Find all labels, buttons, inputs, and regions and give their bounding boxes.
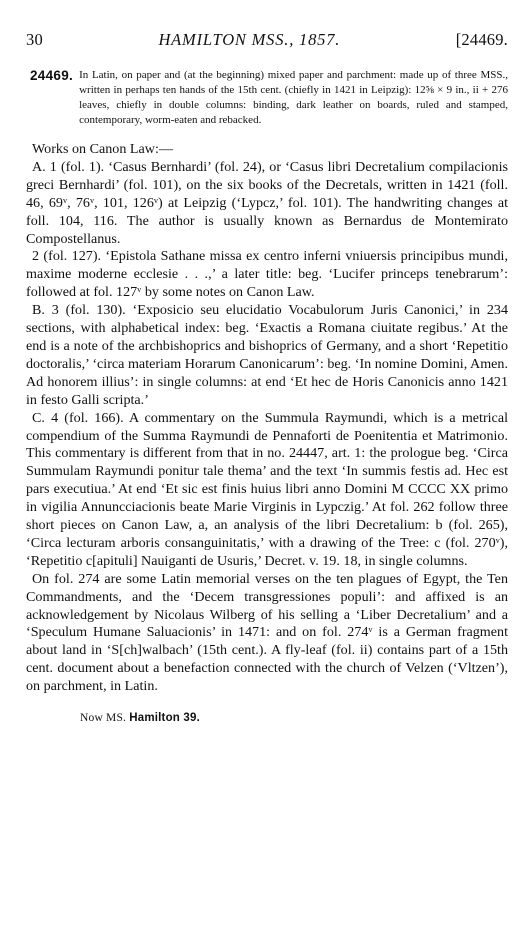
entry-description: In Latin, on paper and (at the beginning) mixed paper and parchment: made up of three MSS., written in perhaps ten hands of the 15th cent. (chiefly in 1421 in Leipzig): 12⅝ × 9 in., ii + 276 leaves, chiefly in double columns: binding, dark leather on boards, ruled and stamped, contemporary, worm-eaten and rebacked. (79, 69, 508, 126)
works-heading: Works on Canon Law:— (32, 141, 173, 157)
running-title: HAMILTON MSS., 1857. (158, 30, 341, 49)
paragraph-b: B. 3 (fol. 130). ‘Exposicio seu elucidatio Vocabulorum Juris Canonici,’ in 234 sections, with alphabetical index: beg. ‘Exactis a Romana ciuitate regibus.’ At the end is a note of the archbishoprics and bishoprics of Germany, and a short ‘Repetitio doctoralis,’ ‘circa materiam Horarum Canonicarum’: beg. ‘In nomine Domini, Amen. Ad honorem illius’: in single columns: at end ‘Et hec de Horis Canonicis anno 1421 in festo Galli scripta.’ (26, 302, 508, 408)
paragraph-2: 2 (fol. 127). ‘Epistola Sathane missa ex centro inferni vniuersis principibus mundi, maxime moderne ecclesie . . .,’ a later title: beg. ‘Lucifer princeps tenebrarum’: followed at fol. 127ᵛ by some notes on Canon Law. (26, 248, 508, 301)
bracket-reference: [24469. (455, 30, 508, 49)
page-number: 30 (26, 30, 43, 49)
entry-number: 24469. (30, 68, 74, 83)
catalogue-entry-heading (30, 68, 508, 128)
entry-body (26, 141, 508, 696)
running-header (26, 30, 508, 50)
paragraph-c: C. 4 (fol. 166). A commentary on the Summula Raymundi, which is a metrical compendium of the Summa Raymundi de Pennaforti de Poenitentia et Matrimonio. This commentary is different from that in no. 24447, art. 1: the prologue beg. ‘Circa Summulam Raymundi ponitur tale thema’ and the text ‘In summis festis ad. Hec est pars executiua.’ At end ‘Et sic est finis huius libri anno Domini M CCCC XX primo in vigilia Annuncciacionis beate Marie Virginis in Lypczig.’ At fol. 262 follow three short pieces on Canon Law, a, an analysis of the libri Decretalium: b (fol. 265), ‘Circa lecturam arboris consanguinitatis,’ with a drawing of the Tree: c (fol. 270ᵛ), ‘Repetitio c[apituli] Nauiganti de Usuris,’ Decret. v. 19. 18, in single columns. (26, 409, 508, 569)
page (26, 30, 508, 724)
shelfmark-name: Hamilton 39. (129, 712, 200, 725)
paragraph-fol-274: On fol. 274 are some Latin memorial verses on the ten plagues of Egypt, the Ten Commandments, and the ‘Decem transgressiones populi’: and affixed is an acknowledgement by Nicolaus Wilberg of his selling a ‘Liber Decretalium’ and a ‘Speculum Humane Saluacionis’ in 1471: and on fol. 274ᵛ is a German fragment about land in ‘S[ch]walbach’ (15th cent.). A fly-leaf (fol. ii) contains part of a 15th cent. document about a benefaction connected with the church of Velzen (‘Vltzen’), on parchment, in Latin. (26, 570, 508, 695)
shelfmark-note (26, 712, 508, 724)
shelfmark-prefix: Now MS. (80, 712, 127, 725)
paragraph-a: A. 1 (fol. 1). ‘Casus Bernhardi’ (fol. 24), or ‘Casus libri Decretalium compilacionis greci Bernhardi’ (fol. 101), on the six books of the Decretals, written in 1421 (foll. 46, 69ᵛ, 76ᵛ, 101, 126ᵛ) at Leipzig (‘Lypcz,’ fol. 101). The handwriting changes at foll. 104, 116. The author is usually known as Bernardus de Montemirato Compostellanus. (26, 158, 508, 247)
